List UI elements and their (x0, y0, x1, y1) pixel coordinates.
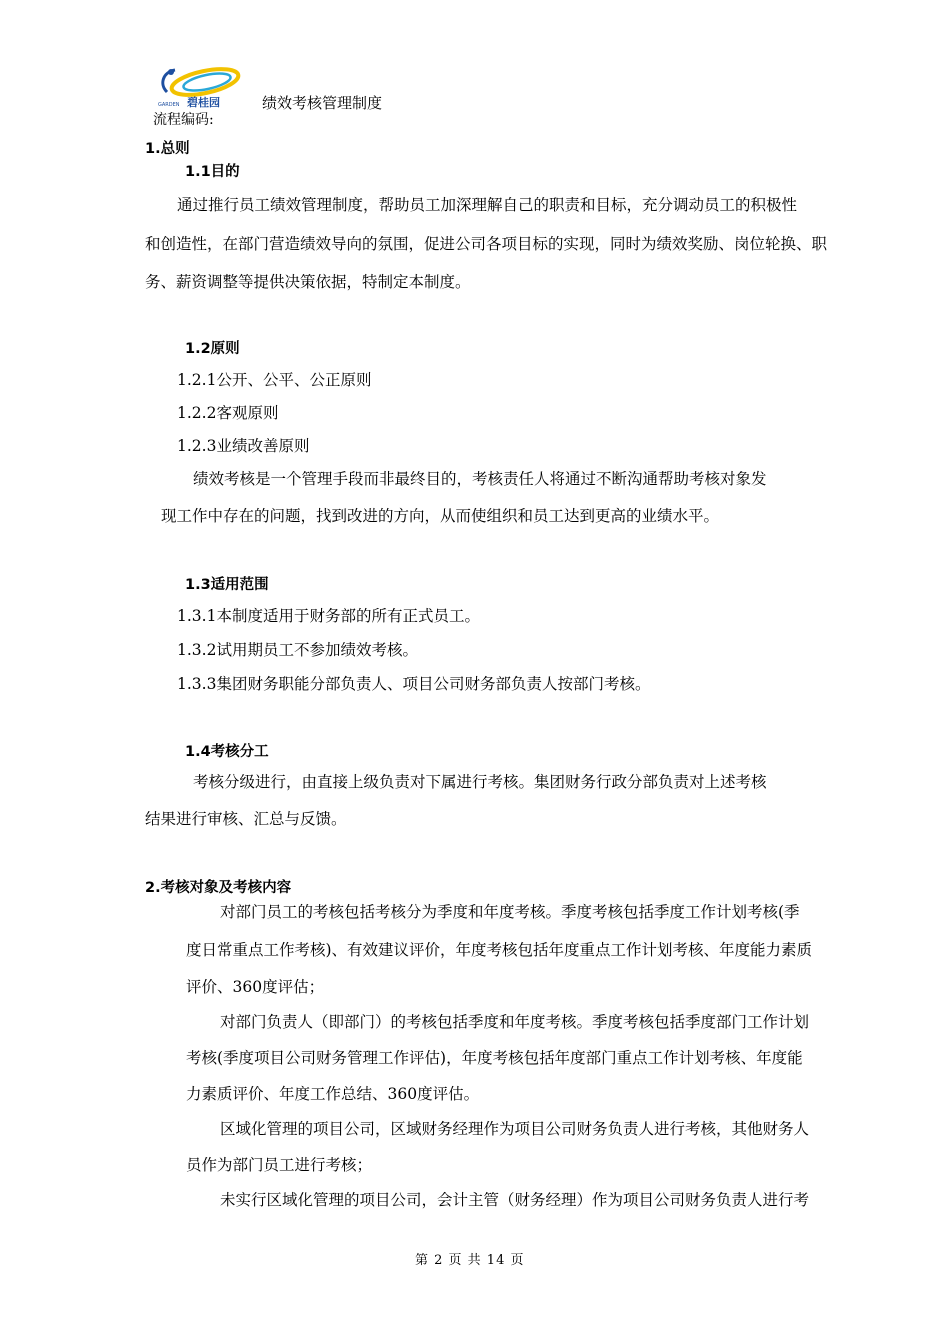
paragraph-line: 绩效考核是一个管理手段而非最终目的，考核责任人将通过不断沟通帮助考核对象发 (193, 470, 767, 488)
list-item: 1.3.3集团财务职能分部负责人、项目公司财务部负责人按部门考核。 (177, 675, 651, 693)
document-title: 绩效考核管理制度 (262, 94, 383, 112)
paragraph-line: 员作为部门员工进行考核； (186, 1156, 373, 1174)
paragraph-line: 考核分级进行，由直接上级负责对下属进行考核。集团财务行政分部负责对上述考核 (193, 773, 767, 791)
paragraph-line: 度日常重点工作考核)、有效建议评价，年度考核包括年度重点工作计划考核、年度能力素质 (186, 941, 813, 959)
paragraph-line: 区域化管理的项目公司，区域财务经理作为项目公司财务负责人进行考核，其他财务人 (220, 1120, 810, 1138)
list-item: 1.2.2客观原则 (177, 404, 279, 422)
page-number: 第 2 页 共 14 页 (415, 1253, 525, 1268)
subsection-heading-1-3: 1.3适用范围 (185, 577, 269, 593)
paragraph-line: 务、薪资调整等提供决策依据，特制定本制度。 (145, 273, 471, 291)
list-item: 1.3.2试用期员工不参加绩效考核。 (177, 641, 418, 659)
list-item: 1.2.1公开、公平、公正原则 (177, 371, 372, 389)
paragraph-line: 力素质评价、年度工作总结、360度评估。 (186, 1085, 480, 1103)
section-heading-1: 1.总则 (145, 141, 190, 157)
process-code-label: 流程编码: (153, 112, 214, 128)
paragraph-line: 和创造性，在部门营造绩效导向的氛围，促进公司各项目标的实现，同时为绩效奖励、岗位轮换、职 (145, 235, 828, 253)
paragraph-line: 结果进行审核、汇总与反馈。 (145, 810, 347, 828)
section-heading-2: 2.考核对象及考核内容 (145, 880, 292, 896)
paragraph-line: 考核(季度项目公司财务管理工作评估)，年度考核包括年度部门重点工作计划考核、年度能 (186, 1049, 803, 1067)
logo-small-text: GARDEN (158, 102, 180, 108)
paragraph-line: 评价、360度评估； (186, 978, 325, 996)
paragraph-line: 通过推行员工绩效管理制度，帮助员工加深理解自己的职责和目标，充分调动员工的积极性 (177, 196, 798, 214)
paragraph-line: 对部门负责人（即部门）的考核包括季度和年度考核。季度考核包括季度部门工作计划 (220, 1013, 810, 1031)
list-item: 1.3.1本制度适用于财务部的所有正式员工。 (177, 607, 480, 625)
paragraph-line: 现工作中存在的问题，找到改进的方向，从而使组织和员工达到更高的业绩水平。 (161, 507, 720, 525)
subsection-heading-1-2: 1.2原则 (185, 341, 240, 357)
subsection-heading-1-1: 1.1目的 (185, 164, 240, 180)
paragraph-line: 未实行区域化管理的项目公司，会计主管（财务经理）作为项目公司财务负责人进行考 (220, 1191, 810, 1209)
paragraph-line: 对部门员工的考核包括考核分为季度和年度考核。季度考核包括季度工作计划考核(季 (220, 903, 800, 921)
subsection-heading-1-4: 1.4考核分工 (185, 744, 269, 760)
company-logo (147, 62, 259, 108)
list-item: 1.2.3业绩改善原则 (177, 437, 310, 455)
logo-brand-text: 碧桂园 (187, 96, 220, 108)
